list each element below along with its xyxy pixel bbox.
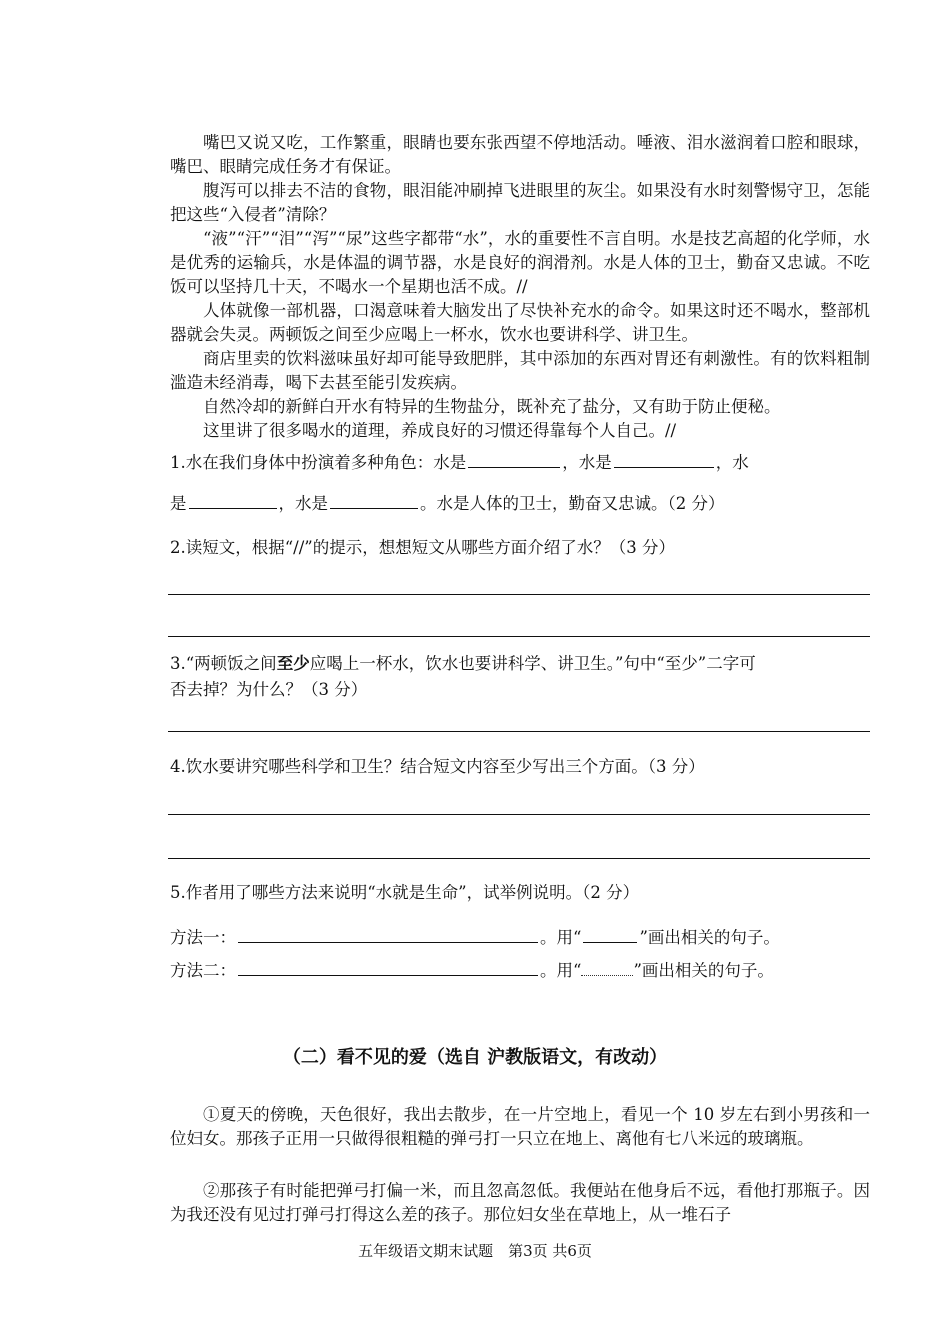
answer-blank-1[interactable] <box>468 451 560 468</box>
method-1-label: 方法一： <box>170 928 236 947</box>
answer-line-q4-2[interactable] <box>168 858 870 859</box>
method-2-blank[interactable] <box>238 959 538 976</box>
method-2-label: 方法二： <box>170 961 236 980</box>
method-2-text: 。用“ <box>540 961 582 980</box>
answer-line-q2-2[interactable] <box>168 636 870 637</box>
passage-paragraph-4: 人体就像一部机器，口渴意味着大脑发出了尽快补充水的命令。如果这时还不喝水，整部机器就会失灵。两顿饭之间至少应喝上一杯水，饮水也要讲科学、讲卫生。 <box>170 301 870 344</box>
section-2-paragraph-2: ②那孩子有时能把弹弓打偏一米，而且忽高忽低。我便站在他身后不远，看他打那瓶子。因为我还没有见过打弹弓打得这么差的孩子。那位妇女坐在草地上，从一堆石子 <box>170 1181 870 1224</box>
answer-line-q2-1[interactable] <box>168 594 870 595</box>
question-3-line-2: 否去掉？为什么？（3 分） <box>170 680 368 699</box>
method-2-text-2: ”画出相关的句子。 <box>633 961 774 980</box>
answer-blank-4[interactable] <box>330 492 418 509</box>
question-3-text: 3.“两顿饭之间 <box>170 654 277 673</box>
answer-blank-3[interactable] <box>189 492 277 509</box>
question-3-text-2: 应喝上一杯水，饮水也要讲科学、讲卫生。”句中“至少”二字可 <box>309 654 756 673</box>
method-1-text-2: ”画出相关的句子。 <box>639 928 780 947</box>
passage-paragraph-2: 腹泻可以排去不洁的食物，眼泪能冲刷掉飞进眼里的灰尘。如果没有水时刻警惕守卫，怎能把这些“入侵者”清除？ <box>170 181 870 224</box>
question-1-text-3: ，水 <box>715 453 749 472</box>
section-2-title: （二）看不见的爱（选自 沪教版语文，有改动） <box>282 1047 668 1068</box>
method-1-line <box>170 926 870 950</box>
method-1-blank[interactable] <box>238 926 538 943</box>
answer-line-q3[interactable] <box>168 731 870 732</box>
method-2-line <box>170 959 870 983</box>
question-1-text-6: 。水是人体的卫士，勤奋又忠诚。（2 分） <box>420 494 725 513</box>
question-1-text-4: 是 <box>170 494 187 513</box>
section-2-paragraph-1: ①夏天的傍晚，天色很好，我出去散步，在一片空地上，看见一个 10 岁左右到小男孩和一位妇女。那孩子正用一只做得很粗糙的弹弓打一只立在地上、离他有七八米远的玻璃瓶。 <box>170 1105 870 1148</box>
question-5: 5.作者用了哪些方法来说明“水就是生命”，试举例说明。（2 分） <box>170 883 640 902</box>
passage-paragraph-5: 商店里卖的饮料滋味虽好却可能导致肥胖，其中添加的东西对胃还有刺激性。有的饮料粗制滥造未经消毒，喝下去甚至能引发疾病。 <box>170 349 870 392</box>
passage-paragraph-1: 嘴巴又说又吃，工作繁重，眼睛也要东张西望不停地活动。唾液、泪水滋润着口腔和眼球，嘴巴、眼睛完成任务才有保证。 <box>170 133 870 176</box>
question-1-text: 1.水在我们身体中扮演着多种角色：水是 <box>170 453 467 472</box>
question-1-text-5: ，水是 <box>278 494 328 513</box>
question-1-line-2 <box>170 492 870 516</box>
question-3-line-1 <box>170 652 870 676</box>
wavy-underline-mark <box>581 959 633 976</box>
passage-paragraph-3: “液”“汗”“泪”“泻”“尿”这些字都带“水”，水的重要性不言自明。水是技艺高超的化学师，水是优秀的运输兵，水是体温的调节器，水是良好的润滑剂。水是人体的卫士，勤奋又忠诚。不吃饭可以坚持几十天，不喝水一个星期也活不成。// <box>170 229 870 296</box>
question-2: 2.读短文，根据“//”的提示，想想短文从哪些方面介绍了水？（3 分） <box>170 538 675 557</box>
passage-paragraph-6: 自然冷却的新鲜白开水有特异的生物盐分，既补充了盐分，又有助于防止便秘。 <box>203 397 781 416</box>
page-footer: 五年级语文期末试题 第3页 共6页 <box>358 1242 592 1260</box>
question-3-emphasis: 至少 <box>276 654 310 673</box>
question-1-line-1 <box>170 451 870 475</box>
question-1-text-2: ，水是 <box>562 453 612 472</box>
passage-paragraph-7: 这里讲了很多喝水的道理，养成良好的习惯还得靠每个人自己。// <box>203 421 677 440</box>
method-1-text: 。用“ <box>540 928 582 947</box>
straight-underline-mark <box>583 926 637 943</box>
question-4: 4.饮水要讲究哪些科学和卫生？结合短文内容至少写出三个方面。（3 分） <box>170 757 705 776</box>
answer-blank-2[interactable] <box>614 451 714 468</box>
answer-line-q4-1[interactable] <box>168 814 870 815</box>
